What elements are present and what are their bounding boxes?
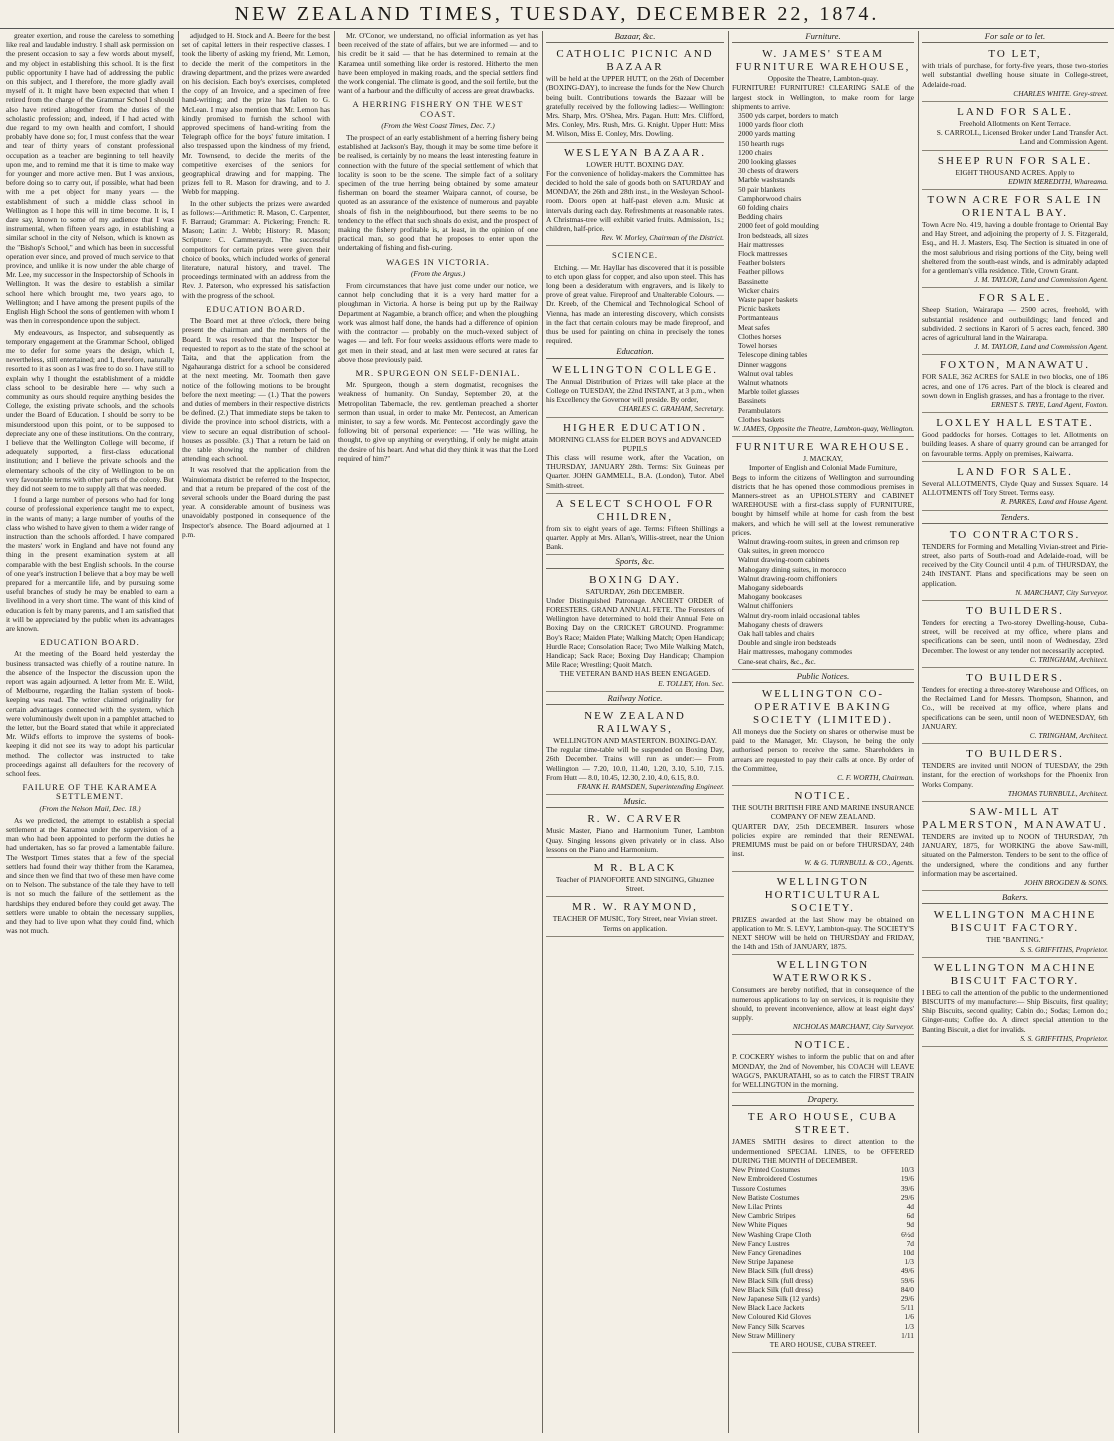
list-item: Mahogany sideboards <box>738 582 804 592</box>
price-value: 5/11 <box>901 1303 914 1313</box>
price-value: 7d <box>906 1238 914 1248</box>
ad-signature: C. TRINGHAM, Architect. <box>1029 654 1108 664</box>
ad-title: FOXTON, MANAWATU. <box>940 359 1090 372</box>
ad-signature: Rev. W. Morley, Chairman of the District. <box>601 233 724 243</box>
article-text: The Board met at three o'clock, there being present the chairman and the members of the Board. It was resolved that the Inspector be requested to report as to the state of the school at Taita, and that the application from the Ngahauranga district for a school be considered at the next meeting. Mr. Toomath then gave notice of the following motions to be brought before the next meeting: — (1.) That the powers and duties of members in their respective districts be defined. (2.) That immediate steps be taken to divide the province into school districts, with a view to secure an equal distribution of school-houses as possible. (3.) That a return be laid on the table showing the number of children attending each school. <box>182 316 330 464</box>
column-rule <box>178 31 179 1433</box>
list-item: Feather pillows <box>738 267 784 277</box>
ad-subtitle: MORNING CLASS for ELDER BOYS and ADVANCED PUPILS <box>548 434 722 453</box>
columns <box>6 31 1108 1433</box>
section-bakers: Bakers. <box>922 893 1108 904</box>
ad-body: THE "BANTING." <box>986 935 1044 945</box>
price-item: New Black Silk (full dress) <box>732 1266 813 1276</box>
list-item: Mahogany bookcases <box>738 592 802 602</box>
list-item: Walnut dry-room inlaid occasional tables <box>738 610 860 620</box>
ad-mackay-furniture <box>732 439 914 670</box>
list-item: Mahogany dining suites, in morocco <box>738 564 847 574</box>
ad-signature: CHARLES C. GRAHAM, Secretary. <box>618 404 724 414</box>
ad-biscuit-factory-2 <box>922 960 1108 1047</box>
price-value: 59/6 <box>900 1275 914 1285</box>
list-item: 2000 feet of gold moulding <box>738 221 819 231</box>
section-furniture: Furniture. <box>732 32 914 43</box>
ad-body: Sheep Station, Wairarapa — 2500 acres, freehold, with substantial residence and outbuildings; land fenced and subdivided. 2 sections in Karori of 5 acres each, fenced. 380 acres of agricultural land in the Wairarapa. <box>922 305 1108 343</box>
list-item: 1000 yards floor cloth <box>738 120 804 130</box>
article-heading: A HERRING FISHERY ON THE WEST COAST. <box>352 99 524 119</box>
list-item: Picnic baskets <box>738 304 781 314</box>
ad-signature: JOHN BROGDEN & SONS. <box>1023 877 1108 887</box>
ad-title: NEW ZEALAND RAILWAYS, <box>584 709 686 735</box>
ad-builders-1 <box>922 603 1108 668</box>
list-item: Walnut chiffoniers <box>738 601 793 611</box>
price-item: New Stripe Japanese <box>732 1257 794 1267</box>
ad-title: WELLINGTON MACHINE BISCUIT FACTORY. <box>933 909 1097 935</box>
ad-body: TENDERS are invited until NOON of TUESDAY, the 29th instant, for the erection of workshops for the Phoenix Iron Works Company. <box>922 761 1108 789</box>
section-tenders: Tenders. <box>922 513 1108 524</box>
price-item: New Fancy Silk Scarves <box>732 1321 805 1331</box>
ad-subtitle: WELLINGTON AND MASTERTON. BOXING-DAY. <box>553 735 717 745</box>
ad-railways <box>546 708 724 795</box>
price-row <box>732 1276 914 1285</box>
article-source: (From the West Coast Times, Dec. 7.) <box>381 120 495 130</box>
ad-title: LAND FOR SALE. <box>957 465 1073 478</box>
price-item: New Printed Costumes <box>732 1165 801 1175</box>
article-text: It was resolved that the application from the Wainuiomata district be referred to the Inspector, and that a return be prepared of the cost of the several schools under the Board during the past year. A considerable amount of business was unavoidably postponed in consequence of the Inspector's absence. The Board adjourned at 1 p.m. <box>182 465 330 539</box>
ad-signature: C. F. WORTH, Chairman. <box>837 773 914 783</box>
list-item: Flock mattresses <box>738 249 788 259</box>
ad-sawmill <box>922 804 1108 891</box>
ad-title: TO BUILDERS. <box>966 748 1064 761</box>
ad-signature: J. M. TAYLOR, Land and Commission Agent. <box>974 275 1108 285</box>
column-rule <box>542 31 543 1433</box>
ad-signature: R. PARKES, Land and House Agent. <box>1000 497 1108 507</box>
ad-signature: S. S. GRIFFITHS, Proprietor. <box>1020 1033 1108 1043</box>
ad-title: LOXLEY HALL ESTATE. <box>936 417 1094 430</box>
list-item: Clothes horses <box>738 331 782 341</box>
ad-wesleyan-bazaar <box>546 145 724 247</box>
list-item: Marble washstands <box>738 175 795 185</box>
ad-body: I BEG to call the attention of the public to the undermentioned BISCUITS of my manufacture:— Ship Biscuits, first quality; Ship Biscuits, second quality; Cabin do.; Sodas; Lemon do.; Ginger-nuts; Coffee do. A direct special attention to the Banting Biscuit, a diet for invalids. <box>922 987 1108 1034</box>
ad-te-aro-house <box>732 1109 914 1353</box>
ad-title: TO BUILDERS. <box>966 671 1064 684</box>
price-row <box>732 1220 914 1229</box>
ad-body: Good paddocks for horses. Cottages to let. Allotments on building leases. A share of quarry ground can be arranged for on favourable terms. Apply on premises, Kaiwarra. <box>922 430 1108 458</box>
column-rule <box>334 31 335 1433</box>
price-row <box>732 1312 914 1321</box>
ad-signature: FRANK H. RAMSDEN, Superintending Engineer. <box>577 781 724 791</box>
price-item: Tussore Costumes <box>732 1183 787 1193</box>
list-item: Hair mattresses, mahogany commodes <box>738 647 853 657</box>
ad-title: R. W. CARVER <box>587 813 683 826</box>
article-text: In the other subjects the prizes were awarded as follows:—Arithmetic: R. Mason, C. Carpenter, F. Barraud; Grammar: A. Pickering; French: R. Mason; Latin: J. Webb; History: R. Mason; Scripture: C. Cammeraydt. The successful competitors for certain prizes were given their choice of books, which included works of general literature, natural history, and travel. The proceedings terminated with an address from the Rev. J. Paterson, who expressed his satisfaction with the progress of the school. <box>182 198 330 300</box>
ad-catholic-picnic <box>546 46 724 142</box>
ad-body: For the convenience of holiday-makers the Committee has decided to hold the sale of goods both on SATURDAY and MONDAY, the 26th and 28th inst., in the Wesleyan School-room. Doors open at half-past eleven a.m. Music at intervals during each day. Refreshments at reasonable rates. A Christmas-tree will exhibit varied fruits. Admission, 1s.; children, half-price. <box>546 168 724 234</box>
ad-land-for-sale-2 <box>922 464 1108 511</box>
list-item: Wicker chairs <box>738 285 779 295</box>
ad-title: TOWN ACRE FOR SALE IN ORIENTAL BAY. <box>927 194 1103 220</box>
list-item: Walnut whatnots <box>738 377 788 387</box>
masthead: NEW ZEALAND TIMES, TUESDAY, DECEMBER 22, 1874. <box>0 0 1114 29</box>
ad-to-let <box>922 46 1108 102</box>
article-text: Etching. — Mr. Hayllar has discovered that it is possible to etch upon glass for copper, and also upon steel. This has long been a desideratum with engravers, and is likely to prove of great value. Fireproof and Unalterable Colours. — Dr. Kreeb, of the Chemical and Technological School of Vienna, has made an interesting discovery, which consists in the fact that certain colours may be made fireproof, and thus be used for painting on china in precisely the tones required. <box>546 262 724 346</box>
price-row <box>732 1331 914 1340</box>
ad-title: TO BUILDERS. <box>966 604 1064 617</box>
article-source: (From the Argus.) <box>410 268 466 278</box>
ad-signature: N. MARCHANT, City Surveyor. <box>1015 587 1108 597</box>
list-item: Telescope dining tables <box>738 350 808 360</box>
price-value: 9d <box>906 1220 914 1230</box>
ad-signature: CHARLES WHITE. Grey-street. <box>1013 88 1108 98</box>
ad-body: TENDERS for Forming and Metalling Vivian-street and Pirie-street, also parts of South-road and Adelaide-road, will be received by the City Council until 4 p.m. of THURSDAY, the 24th INSTANT. Plans and specifications may be seen on application. <box>922 541 1108 588</box>
list-item: Marble toilet glasses <box>738 387 800 397</box>
list-item: Bassinette <box>738 276 769 286</box>
section-public-notices: Public Notices. <box>732 672 914 683</box>
price-item: New Black Lace Jackets <box>732 1303 805 1313</box>
article-text: At the meeting of the Board held yesterday the business transacted was chiefly of a routine nature. In the absence of the Inspector the discussion upon the report was again adjourned. A letter from Mr. E. Wild, of Melbourne, regarding the Italian system of book-keeping was read. The writer claimed originality for certain advantages connected with the system, which were voluminously dwelt upon in a pamphlet attached to the letter, but the Board stated that while it appreciated Mr. Wild's efforts to improve the systems of book-keeping it did not see its way to adopt his particular method. The collector was instructed to take proceedings against all defaulters for the recovery of school fees. <box>6 649 174 779</box>
ad-body: Several ALLOTMENTS, Clyde Quay and Sussex Square. 14 ALLOTMENTS off Tory Street. Terms easy. <box>922 478 1108 498</box>
list-item: Walnut drawing-room suites, in green and crimson rep <box>738 536 900 546</box>
ad-builders-3 <box>922 746 1108 802</box>
section-music: Music. <box>546 797 724 808</box>
ad-subtitle: Opposite the Theatre, Lambton-quay. <box>767 74 879 84</box>
article-text: greater exertion, and rouse the careless to something like real and laudable industry. I shall ask permission on the present occasion to say a few words about myself, and my object in establishing this school. It is the first public opportunity I have had of addressing the public on this subject, and I therefore, the more gladly avail myself of it. It might have been expected that when I retired from the charge of the Grammar School I should also have retired altogether from the duties of the scholastic profession; and, indeed, if I had acted with due regard to my own health and comfort, I should probably have done so; for, I must confess that the wear and tear of thirty years of constant professional occupation as a teacher are beginning to tell heavily upon me, and to remind me that it is time to make way for younger and more active men. But I was anxious, before doing so to carry out, if possible, what had been with me a pet object for many years — the establishment of such a middle class school in Wellington as I hope this will in time become. It is, I dare say, known to some of my audience that I was instrumental, when fifteen years ago, in establishing a similar school in the city of Nelson, which is known as the "Bishop's School," and which has been in successful operation ever since, and proved of much service to that province, and unlike it is now under the able charge of Mr. Lee, my successor in the Inspectorship of Schools in Wellington. It was the desire to establish a similar school here which brought me, two years ago, to Wellington; and I have among the present pupils of the English High School the sons of gentlemen with whom I was then in correspondence upon the subject. <box>6 31 174 326</box>
list-item: Towel horses <box>738 341 778 351</box>
list-item: 3500 yds carpet, borders to match <box>738 111 839 121</box>
article-text: The prospect of an early establishment of a herring fishery being established at Jackson's Bay, though it may be some time before it be realised, is certainly by no means the least interesting feature in connection with the future of the special settlement of which that locality is soon to be the scene. The simple fact of a solitary specimen of the true herring being obtained by some amateur fisherman on board the steamer Waipara cannot, of course, be quoted as an assurance of the existence of numerous and payable shoals of fish in the neighbourhood, but there seems to be no tendency to the effect that such shoals do exist, and the prospect of making the fishery profitable is, at least, in the opinion of one practical man, so good that he proposes to enter upon the undertaking of fishing and fish-curing. <box>338 133 538 253</box>
price-item: New Cambric Stripes <box>732 1211 796 1221</box>
ad-james-furniture <box>732 46 914 437</box>
ad-title: TE ARO HOUSE, CUBA STREET. <box>747 1111 899 1137</box>
ad-title: WESLEYAN BAZAAR. <box>564 146 706 159</box>
ad-coach-notice <box>732 1037 914 1093</box>
ad-signature: THOMAS TURNBULL, Architect. <box>1007 788 1108 798</box>
ad-body: This class will resume work, after the Vacation, on THURSDAY, JANUARY 28th. Terms: Six Guineas per Quarter. JOHN GAMMELL, B.A. (London), Tutor. Abel Smith-street. <box>546 452 724 490</box>
ad-body: Under Distinguished Patronage. ANCIENT ORDER of FORESTERS. GRAND ANNUAL FETE. The Foresters of Wellington have determined to hold their Annual Fete on Boxing Day on the CRICKET GROUND. Programme: Boy's Race; Maiden Plate; Walking Match; Open Handicap; Hurdle Race; Consolation Race; Two Mile Walking Match, Handicap; Sack Race; Boxing Day Handicap; Champion Mile Race; Wrestling; Quoit Match. <box>546 595 724 670</box>
price-row <box>732 1230 914 1239</box>
ad-title: W. JAMES' STEAM FURNITURE WAREHOUSE, <box>735 48 911 74</box>
list-item: Walnut drawing-room cabinets <box>738 555 830 565</box>
ad-body: The Annual Distribution of Prizes will take place at the College on TUESDAY, the 22nd INSTANT, at 3 p.m., when his Excellency the Governor will preside. By order, <box>546 376 724 405</box>
price-row <box>732 1211 914 1220</box>
ad-body: JAMES SMITH desires to direct attention to the undermentioned SPECIAL LINES, to be OFFERED DURING THE MONTH of DECEMBER. <box>732 1137 914 1165</box>
ad-body: will be held at the UPPER HUTT, on the 26th of December (BOXING-DAY), to increase the funds for the New Church being built. Contributions towards the Bazaar will be gratefully received by the following ladies:— Wellington: Mrs. Sharp, Mrs. O'Shea, Mrs. Pagan. Hutt: Mrs. Clifford, Mrs. Conley, Mrs. Rush, Mrs. G. Knight. Upper Hutt: Miss M. Wilson, Miss E. Conley, Mrs. Dowling. <box>546 74 724 139</box>
price-row <box>732 1294 914 1303</box>
ad-signature: J. M. TAYLOR, Land and Commission Agent. <box>974 342 1108 352</box>
column-2 <box>182 31 330 1433</box>
ad-body: QUARTER DAY, 25th DECEMBER. Insurers whose policies expire are reminded that their RENEWAL PREMIUMS must be paid on or before THURSDAY, 24th inst. <box>732 821 914 859</box>
list-item: 150 hearth rugs <box>738 138 784 148</box>
price-row <box>732 1248 914 1257</box>
list-item: Perambulators <box>738 405 781 415</box>
column-6 <box>922 31 1108 1433</box>
ad-title: FOR SALE. <box>978 292 1052 305</box>
price-item: New White Piques <box>732 1220 788 1230</box>
ad-title: TO LET, <box>988 48 1042 61</box>
article-text: My endeavours, as Inspector, and subsequently as temporary engagement at the Grammar School, obliged me to defer for some years the design, which I, nevertheless, still entertained; and I, therefore, naturally resorted to it as soon as I was free to do so. I have still to explain why I thought the establishment of a middle class school to be desirable here — why such a community as ours should require anything besides the College, the existing private schools, and the schools under the Board of Education. I should be sorry to be misunderstood upon this point, or to be supposed to depreciate any one of these institutions. On the contrary, I believe that the Wellington College will become, if adequately supported, a first-class educational institution; and I believe the private schools and the elementary schools of the city of Wellington to be on very favourable terms with other parts of the colony. But they did not seem to me to supply all that was needed. <box>6 327 174 493</box>
price-value: 6d <box>906 1211 914 1221</box>
section-railway: Railway Notice. <box>546 694 724 705</box>
ad-title: WELLINGTON COLLEGE. <box>551 363 719 376</box>
ad-title: TO CONTRACTORS. <box>949 528 1081 541</box>
article-text: From circumstances that have just come under our notice, we cannot help concluding that it is a very hard matter for a ploughman in Victoria. A horse is being put up by the Railway Department at Nagambie, a branch office; and when the ploughing work was almost half done, the hands had a difference of opinion with the contractor — probably on the much-vexed subject of wages — and left. For four weeks assiduous efforts were made to get men in their stead, and at last men were secured at rates far above those previously paid. <box>338 281 538 364</box>
ad-body: Consumers are hereby notified, that in consequence of the numerous applications to lay on services, it is requisite they should, to prevent inconvenience, allow at least eight days' supply. <box>732 985 914 1023</box>
ad-body: Teacher of PIANOFORTE AND SINGING, Ghuznee Street. <box>555 875 715 894</box>
ad-body: Music Master, Piano and Harmonium Tuner, Lambton Quay. Singing lessons given privately or in class. Also lessons on the Piano and Harmonium. <box>546 826 724 854</box>
ad-foxton <box>922 357 1108 413</box>
ad-body: TEACHER OF MUSIC, Tory Street, near Vivian street. Terms on application. <box>552 914 718 933</box>
ad-carver <box>546 811 724 858</box>
price-item: New Washing Crape Cloth <box>732 1229 812 1239</box>
price-value: 29/6 <box>900 1192 914 1202</box>
ad-body: Begs to inform the citizens of Wellington and surrounding districts that he has opened those commodious premises in Manners-street as an UPHOLSTERY and CABINET WAREHOUSE with a first-class supply of FURNITURE, bought by himself while at home for cash from the best makers, and which he will sell at the lowest remunerative prices. <box>732 472 914 537</box>
price-row <box>732 1285 914 1294</box>
section-for-sale: For sale or to let. <box>922 32 1108 43</box>
article-source: (From the Nelson Mail, Dec. 18.) <box>39 803 141 813</box>
list-item: Bassinets <box>738 396 766 406</box>
price-item: New Black Silk (full dress) <box>732 1275 813 1285</box>
ad-biscuit-factory <box>922 907 1108 957</box>
price-item: New Black Silk (full dress) <box>732 1284 813 1294</box>
ad-select-school <box>546 496 724 556</box>
ad-title: NOTICE. <box>794 1039 852 1052</box>
ad-body: Tenders for erecting a Two-storey Dwelling-house, Cuba-street, will be received at my office, where plans and specifications can be seen, until noon of Wednesday, 23rd December. The lowest or any tender not necessarily accepted. <box>922 617 1108 655</box>
section-education: Education. <box>546 347 724 358</box>
ad-title: WELLINGTON WATERWORKS. <box>772 959 874 985</box>
price-value: 10d <box>902 1247 914 1257</box>
ad-title: BOXING DAY. <box>589 573 681 586</box>
price-value: 29/6 <box>900 1293 914 1303</box>
ad-signature: TE ARO HOUSE, CUBA STREET. <box>769 1339 877 1349</box>
price-item: New Japanese Silk (12 yards) <box>732 1293 820 1303</box>
ad-signature: W. JAMES, Opposite the Theatre, Lambton-quay, Wellington. <box>733 423 914 433</box>
ad-title: WELLINGTON CO-OPERATIVE BAKING SOCIETY (LIMITED). <box>752 688 894 726</box>
ad-body: FOR SALE, 362 ACRES for SALE in two blocks, one of 186 acres, and one of 176 acres. Part of the block is cleared and sown down in English grasses, and has a frontage to the river. <box>922 372 1108 400</box>
ad-land-for-sale <box>922 104 1108 151</box>
article-heading: EDUCATION BOARD. <box>206 303 306 314</box>
list-item: Oak hall tables and chairs <box>738 628 815 638</box>
column-1 <box>6 31 174 1433</box>
ad-wellington-college <box>546 362 724 418</box>
column-4 <box>546 31 724 1433</box>
list-item: Waste paper baskets <box>738 295 798 305</box>
price-row <box>732 1266 914 1275</box>
article-text: Mr. O'Conor, we understand, no official information as yet has been received of the state of affairs, but we are informed — and to his credit be it said — that he has determined to remain at the Karamea until something like order is restored. Hitherto the men have been employed in making roads, and the special settlers find the work congenial. The climate is good, and the soil fertile, but the want of a harbour and the difficulty of access are great drawbacks. <box>338 31 538 96</box>
price-row <box>732 1322 914 1331</box>
price-item: New Coloured Kid Gloves <box>732 1312 812 1322</box>
ad-title: SAW-MILL AT PALMERSTON, MANAWATU. <box>922 805 1108 831</box>
list-item: Camphorwood chairs <box>738 193 802 203</box>
ad-title: NOTICE. <box>794 790 852 803</box>
ad-title: M R. BLACK <box>593 862 677 874</box>
ad-south-british-fire <box>732 788 914 871</box>
ad-price-list <box>732 1165 914 1340</box>
list-item: Walnut drawing-room chiffoniers <box>738 573 838 583</box>
price-item: New Embroidered Costumes <box>732 1174 818 1184</box>
price-value: 39/6 <box>900 1183 914 1193</box>
ad-coop-baking <box>732 686 914 786</box>
ad-signature: C. TRINGHAM, Architect. <box>1029 730 1108 740</box>
list-item: Bedding chairs <box>738 212 783 222</box>
ad-title: A SELECT SCHOOL FOR CHILDREN, <box>555 497 715 523</box>
price-item: New Straw Millinery <box>732 1330 795 1340</box>
ad-body: P. COCKERY wishes to inform the public that on and after MONDAY, the 2nd of November, his COACH will LEAVE WAGG'S, PAKURATAHI, so as to catch the FIRST TRAIN for WELLINGTON in the morning. <box>732 1052 914 1090</box>
ad-loxley-hall <box>922 415 1108 462</box>
list-item: 50 pair blankets <box>738 184 786 194</box>
ad-body: PRIZES awarded at the last Show may be obtained on application to Mr. S. LEVY, Lambton-quay. The SOCIETY'S NEXT SHOW will be held on THURSDAY and FRIDAY, the 14th and 15th of JANUARY, 1875. <box>732 914 914 952</box>
ad-body: Town Acre No. 419, having a double frontage to Oriental Bay and Hay Street, and adjoining the property of J. S. Fitzgerald, Esq., and H. J. Masters, Esq. The Section is situated in one of the most salubrious and rising portions of the City, being well sheltered from the south-east winds, and is admirably adapted for a gentleman's villa residence. Title, Crown Grant. <box>922 220 1108 276</box>
ad-body: Tenders for erecting a three-storey Warehouse and Offices, on the Reclaimed Land for Messrs. Thompson, Shannon, and Co., will be received at my office, where plans and specifications can be seen, until noon of WEDNESDAY, 6th JANUARY. <box>922 684 1108 731</box>
price-row <box>732 1174 914 1183</box>
article-heading: FAILURE OF THE KARAMEA SETTLEMENT. <box>22 782 158 802</box>
ad-body: FURNITURE! FURNITURE! CLEARING SALE of the largest stock in Wellington, to make room for large shipments to arrive. <box>732 83 914 111</box>
ad-title: WELLINGTON MACHINE BISCUIT FACTORY. <box>933 961 1097 987</box>
list-item: Dinner waggons <box>738 359 787 369</box>
ad-subtitle: SATURDAY, 26th DECEMBER. <box>585 586 685 596</box>
column-5 <box>732 31 914 1433</box>
price-item: New Batiste Costumes <box>732 1192 800 1202</box>
list-item: Double and single iron bedsteads <box>738 638 837 648</box>
ad-signature: W. & G. TURNBULL & CO., Agents. <box>804 858 914 868</box>
ad-note: THE VETERAN BAND HAS BEEN ENGAGED. <box>559 669 711 679</box>
price-item: New Fancy Grenadines <box>732 1247 802 1257</box>
ad-raymond <box>546 899 724 936</box>
ad-for-sale <box>922 290 1108 355</box>
list-item: Cane-seat chairs, &c., &c. <box>738 656 816 666</box>
price-value: 1/6 <box>904 1312 914 1322</box>
ad-contractors <box>922 527 1108 601</box>
ad-title: CATHOLIC PICNIC AND BAZAAR <box>556 48 714 74</box>
column-rule <box>728 31 729 1433</box>
article-heading: SCIENCE. <box>612 250 658 261</box>
price-value: 6½d <box>901 1229 914 1239</box>
ad-body: with trials of purchase, for forty-five years, those two-stories well substantial dwelling house situate in College-street, Adelaide-road. <box>922 61 1108 89</box>
price-value: 1/11 <box>901 1330 914 1340</box>
column-3 <box>338 31 538 1433</box>
ad-subtitle: THE SOUTH BRITISH FIRE AND MARINE INSURANCE COMPANY OF NEW ZEALAND. <box>732 803 914 822</box>
price-value: 4d <box>906 1201 914 1211</box>
ad-signature: NICHOLAS MARCHANT, City Surveyor. <box>792 1022 914 1032</box>
ad-body: All moneys due the Society on shares or otherwise must be paid to the Manager, Mr. Clayson, he being the only authorised person to receive the same. Shareholders in arrears are requested to pay their calls at once. By order of the Committee, <box>732 727 914 773</box>
ad-body: from six to eight years of age. Terms: Fifteen Shillings a quarter. Apply at Mrs. Allan's, Willis-street, near the Union Bank. <box>546 523 724 552</box>
article-heading: EDUCATION BOARD. <box>40 637 140 648</box>
article-heading: WAGES IN VICTORIA. <box>386 256 490 267</box>
ad-name: J. MACKAY, <box>803 454 843 464</box>
price-value: 1/3 <box>904 1257 914 1267</box>
list-item: Oak suites, in green morocco <box>738 546 825 556</box>
ad-item-list <box>732 537 914 666</box>
ad-body: The regular time-table will be suspended on Boxing Day, 26th December. Trains will run as under:— From Wellington — 7.20, 10.0, 11.40, 1.20, 3.10, 5.10, 7.15. From Hutt — 8.0, 10.45, 12.30, 2.10, 4.0, 6.15, 8.0. <box>546 745 724 782</box>
column-rule <box>918 31 919 1433</box>
article-text: adjudged to H. Stock and A. Beere for the best set of capital letters in their respective classes. I took the liberty of asking my friend, Mr. Lemon, to decide the merit of the competitors in the drawing department, and the prizes were awarded on his decision. Each boy's exercises, completed the copy of an Invoice, and a specimen of free hand-writing; and the prize has fallen to G. McLean. I may also mention that Mr. Lemon has kindly promised to furnish the school with approved specimens of hand-writing from the Telegraph office for the boys' future imitation. I also trespassed upon the kindness of my friend, Mr. Townsend, to decide the merits of the competitive exercises of the seniors for geographical drawing and for mapping. The prizes fell to R. Mason for drawing, and to J. Webb for mapping. <box>182 31 330 197</box>
ad-body: Freehold Allotments on Kent Terrace. <box>959 119 1071 129</box>
section-bazaar: Bazaar, &c. <box>546 32 724 43</box>
price-row <box>732 1257 914 1266</box>
ad-signature: EDWIN MEREDITH, Whareama. <box>1008 176 1108 186</box>
list-item: Hair mattresses <box>738 239 784 249</box>
article-heading: MR. SPURGEON ON SELF-DENIAL. <box>355 367 521 378</box>
ad-black <box>546 860 724 897</box>
ad-signature: S. CARROLL, Licensed Broker under Land Transfer Act. Land and Commission Agent. <box>936 128 1108 147</box>
article-text: Mr. Spurgeon, though a stern dogmatist, recognises the weakness of humanity. On Sunday, September 20, at the Metropolitan Tabernacle, the rev. gentleman preached a shorter sermon than usual, in order to make Mr. Pentecost, an American minister, to say a few words. Mr. Pentecost accordingly gave the following bit of personal experience: — "He was willing, he thought, to give up anything or everything, if only he might attain the desire of his heart. And what did they think it was that the Lord required of him?" <box>338 380 538 463</box>
ad-title: LAND FOR SALE. <box>957 106 1073 119</box>
price-value: 10/3 <box>900 1165 914 1175</box>
price-row <box>732 1193 914 1202</box>
list-item: Clothes baskets <box>738 414 785 424</box>
list-item: 200 looking glasses <box>738 157 797 167</box>
article-text: As we predicted, the attempt to establish a special settlement at the Karamea under the supervision of a man who had been appointed to perform the duties he had undertaken, has so far proved a lamentable failure. The Westport Times states that a few of the special settlers had found their way thither from the Karamea, and since then we find that two of these men have come on to Nelson. The substance of the tale they have to tell is not so much the failure of the settlement as the hardships they endured before they could get away. The settlers were unable to obtain the necessary supplies, and they had to live upon what they could find, which was not much. <box>6 815 174 936</box>
ad-boxing-day <box>546 572 724 692</box>
price-row <box>732 1165 914 1174</box>
ad-sheep-run <box>922 153 1108 190</box>
price-value: 1/3 <box>904 1321 914 1331</box>
price-value: 49/6 <box>900 1266 914 1276</box>
article-text: I found a large number of persons who had for long course of professional experience taught me to expect, in the wants of many; a large number of youths of the class who wished to have given to them a wider range of instruction than the schools afforded. I have compared the masters' work in England and have not found any thing in the present examination system at all comparable with the best English schools. In the course of one year's instruction I believe that a boy may be well prepared for a mercantile life, and by pursuing some useful branches of study he may be enabled to earn a livelihood in a very short time. The want of this kind of education is felt by many parents, and I am satisfied that it will be appreciated by the public when its advantages are known. <box>6 495 174 633</box>
ad-town-acre <box>922 192 1108 288</box>
price-row <box>732 1239 914 1248</box>
list-item: 2000 yards matting <box>738 129 796 139</box>
list-item: 30 chests of drawers <box>738 166 799 176</box>
ad-builders-2 <box>922 670 1108 744</box>
ad-signature: E. TOLLEY, Hon. Sec. <box>658 678 724 688</box>
list-item: 60 folding chairs <box>738 203 789 213</box>
price-value: 19/6 <box>900 1174 914 1184</box>
ad-title: WELLINGTON HORTICULTURAL SOCIETY. <box>764 875 882 914</box>
ad-title: HIGHER EDUCATION. <box>563 421 707 434</box>
price-row <box>732 1184 914 1193</box>
ad-body: EIGHT THOUSAND ACRES. Apply to <box>955 167 1075 177</box>
ad-horticultural <box>732 874 914 956</box>
list-item: Meat safes <box>738 322 770 332</box>
list-item: Walnut oval tables <box>738 368 793 378</box>
section-sports: Sports, &c. <box>546 557 724 568</box>
ad-higher-education <box>546 420 724 494</box>
ad-title: FURNITURE WAREHOUSE. <box>735 441 911 454</box>
list-item: Mahogany chests of drawers <box>738 619 823 629</box>
ad-subtitle: Importer of English and Colonial Made Furniture, <box>749 463 897 473</box>
list-item: Iron bedsteads, all sizes <box>738 230 809 240</box>
list-item: Feather bolsters <box>738 258 785 268</box>
ad-title: MR. W. RAYMOND, <box>572 901 698 914</box>
price-item: New Fancy Lustres <box>732 1238 790 1248</box>
price-item: New Lilac Prints <box>732 1201 783 1211</box>
ad-body: TENDERS are invited up to NOON of THURSDAY, 7th JANUARY, 1875, for WORKING the above Saw-mill, situated on the Palmerston. Tenders to be sent to the office of the undersigned, where the conditions and any further information may be ascertained. <box>922 831 1108 878</box>
section-drapery: Drapery. <box>732 1095 914 1106</box>
ad-waterworks <box>732 957 914 1035</box>
price-row <box>732 1303 914 1312</box>
ad-subtitle: LOWER HUTT. BOXING DAY. <box>586 159 684 169</box>
ad-signature: ERNEST S. TRYE, Land Agent, Foxton. <box>991 400 1108 410</box>
list-item: 1200 chairs <box>738 147 773 157</box>
ad-item-list <box>732 111 914 424</box>
ad-title: SHEEP RUN FOR SALE. <box>937 154 1093 167</box>
list-item: Portmanteaus <box>738 313 779 323</box>
price-row <box>732 1202 914 1211</box>
price-value: 84/0 <box>900 1284 914 1294</box>
ad-signature: S. S. GRIFFITHS, Proprietor. <box>1020 944 1108 954</box>
